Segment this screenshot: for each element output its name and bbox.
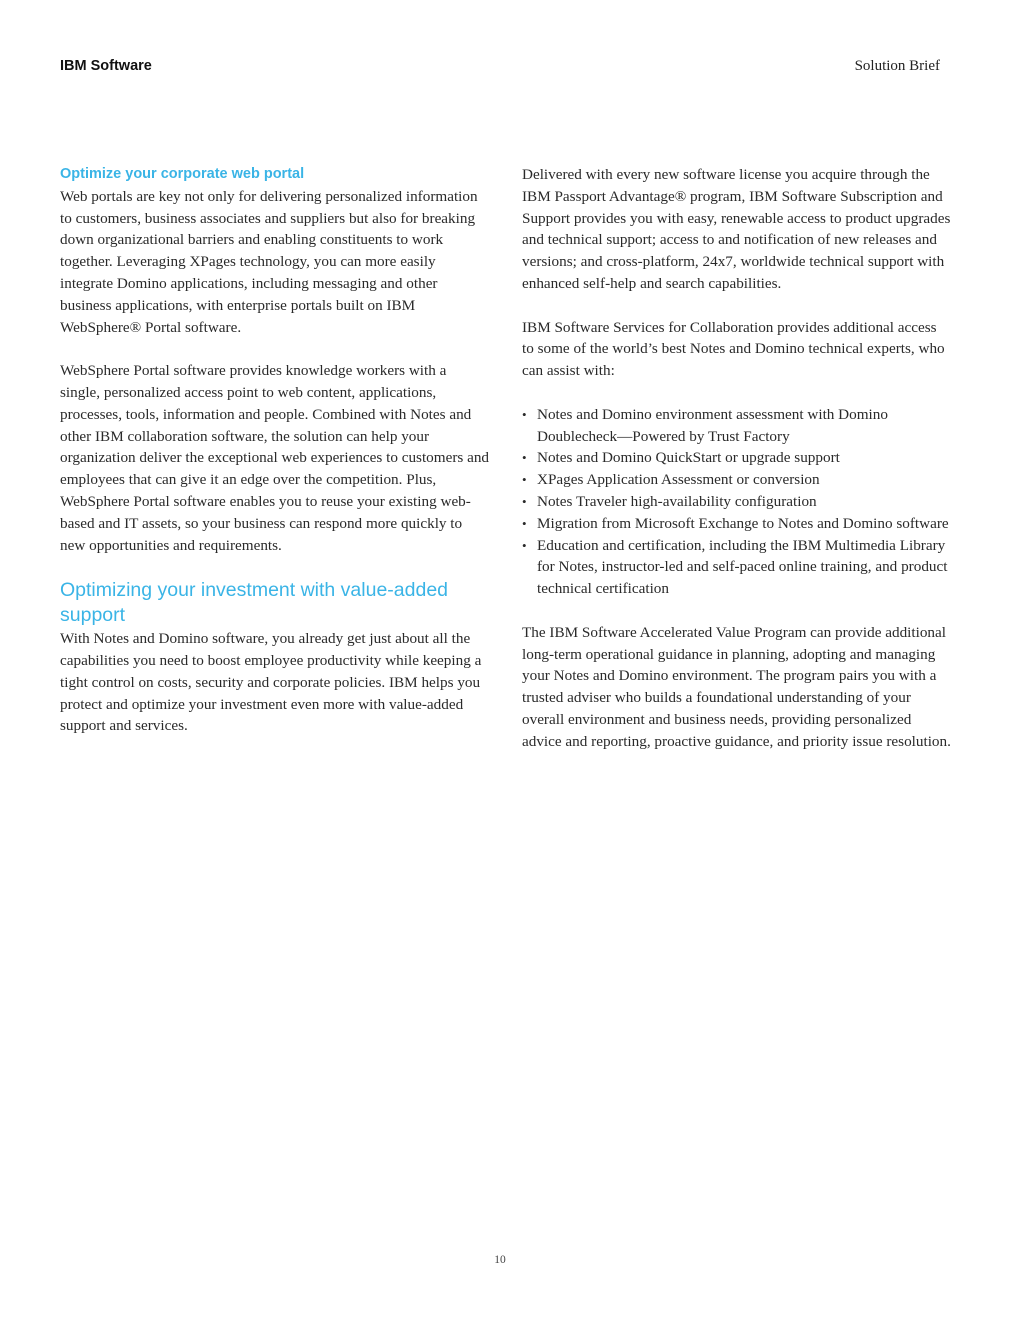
list-item: • Notes and Domino environment assessment with Domino Doublecheck—Powered by Trust Factory [522,404,952,448]
page-number: 10 [494,1254,506,1266]
list-item: • Migration from Microsoft Exchange to Notes and Domino software [522,513,952,535]
paragraph-subscription-support: Delivered with every new software license you acquire through the IBM Passport Advantage® program, IBM Software Subscription and Support provides you with easy, renewable access to product upgrades and technical support; access to and notification of new releases and versions; and cross-platform, 24x7, worldwide technical support with enhanced self-help and search capabilities. [522,166,951,292]
brand-label: IBM Software [60,58,152,74]
subhead-web-portal: Optimize your corporate web portal [60,166,305,182]
list-item: • XPages Application Assessment or conversion [522,469,952,491]
list-item: • Notes and Domino QuickStart or upgrade support [522,447,952,469]
left-column [60,164,490,759]
list-item: • Education and certification, including the IBM Multimedia Library for Notes, instructor-led and self-paced online training, and product technical certification [522,535,952,600]
document-type-label: Solution Brief [854,58,940,74]
paragraph-web-portals: Web portals are key not only for delivering personalized information to customers, business associates and suppliers but also for breaking down organizational barriers and enabling constituents to work together. Leveraging XPages technology, you can more easily integrate Domino applications, including messaging and other business applications, with enterprise portals built on IBM WebSphere® Portal software. [60,187,478,336]
paragraph-websphere-portal: WebSphere Portal software provides knowledge workers with a single, personalized access point to web content, applications, processes, tools, information and people. Combined with Notes and other IBM collaboration software, the solution can help your organization deliver the exceptional web experiences to customers and employees that can give it an edge over the competition. Plus, WebSphere Portal software enables you to reuse your existing web-based and IT assets, so your business can respond more quickly to new opportunities and requirements. [60,362,490,554]
paragraph-accelerated-value: The IBM Software Accelerated Value Program can provide additional long-term operational guidance in planning, adopting and managing your Notes and Domino environment. The program pairs you with a trusted adviser who builds a foundational understanding of your overall environment and business needs, providing personalized advice and reporting, proactive guidance, and priority issue resolution. [522,623,951,750]
list-item: • Notes Traveler high-availability configuration [522,491,952,513]
paragraph-software-services: IBM Software Services for Collaboration provides additional access to some of the world’s best Notes and Domino technical experts, who can assist with: [522,318,945,380]
paragraph-notes-domino: With Notes and Domino software, you already get just about all the capabilities you need to boost employee productivity while keeping a tight control on costs, security and corporate policies. IBM helps you protect and optimize your investment even more with value-added support and services. [60,630,482,735]
services-bullet-list [522,404,952,600]
section-heading-investment: Optimizing your investment with value-added support [60,579,449,627]
right-column [522,164,952,774]
